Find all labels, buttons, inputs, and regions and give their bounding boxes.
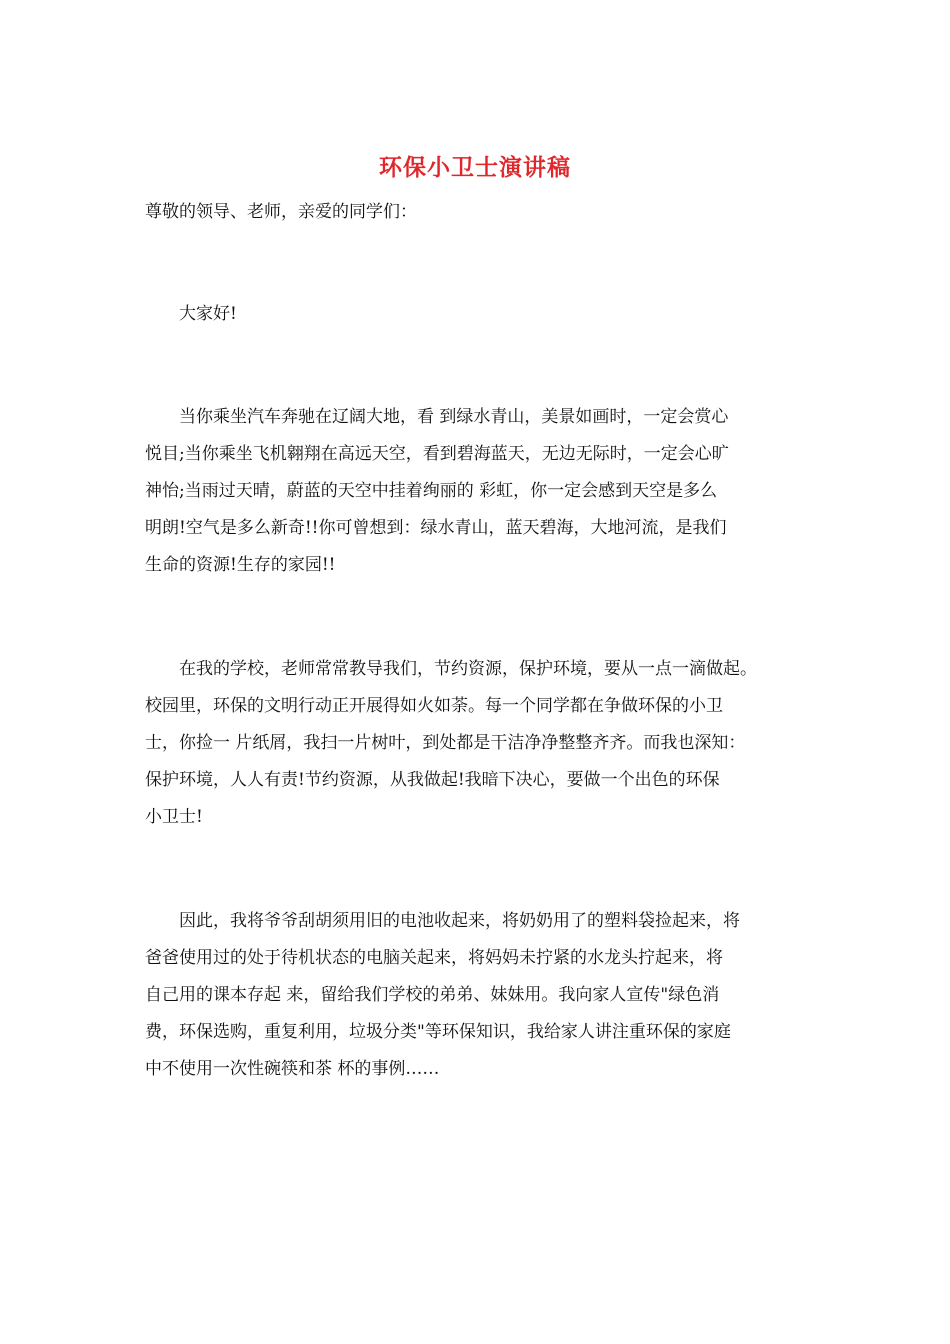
paragraph-3 [145, 903, 835, 1088]
paragraph-line: 爸爸使用过的处于待机状态的电脑关起来，将妈妈未拧紧的水龙头拧起来，将 [145, 948, 723, 968]
paragraph-line: 悦目;当你乘坐飞机翱翔在高远天空，看到碧海蓝天，无边无际时，一定会心旷 [145, 444, 729, 464]
paragraph-line: 明朗!空气是多么新奇!!你可曾想到：绿水青山，蓝天碧海，大地河流，是我们 [145, 518, 727, 538]
paragraph-line: 当你乘坐汽车奔驰在辽阔大地，看 到绿水青山，美景如画时，一定会赏心 [145, 407, 729, 427]
greeting-paragraph [145, 296, 835, 333]
paragraph-line: 因此，我将爷爷刮胡须用旧的电池收起来，将奶奶用了的塑料袋捡起来，将 [145, 911, 740, 931]
paragraph-line: 保护环境，人人有责!节约资源，从我做起!我暗下决心，要做一个出色的环保 [145, 770, 720, 790]
paragraph-line: 小卫士! [145, 807, 203, 827]
greeting-text: 大家好! [179, 304, 237, 324]
paragraph-1 [145, 399, 835, 584]
paragraph-line: 费，环保选购，重复利用，垃圾分类"等环保知识，我给家人讲注重环保的家庭 [145, 1022, 731, 1042]
paragraph-line: 自己用的课本存起 来，留给我们学校的弟弟、妹妹用。我向家人宣传"绿色消 [145, 985, 720, 1005]
paragraph-line: 士，你捡一 片纸屑，我扫一片树叶，到处都是干洁净净整整齐齐。而我也深知： [145, 733, 746, 753]
paragraph-2 [145, 651, 835, 836]
paragraph-line: 中不使用一次性碗筷和茶 杯的事例…… [145, 1059, 440, 1079]
document-title: 环保小卫士演讲稿 [379, 154, 571, 181]
paragraph-line: 在我的学校，老师常常教导我们，节约资源，保护环境，要从一点一滴做起。 [145, 659, 757, 679]
greeting-line [145, 296, 835, 333]
paragraph-line: 生命的资源!生存的家园!! [145, 555, 336, 575]
paragraph-line: 神怡;当雨过天晴，蔚蓝的天空中挂着绚丽的 彩虹，你一定会感到天空是多么 [145, 481, 718, 501]
salutation: 尊敬的领导、老师，亲爱的同学们： [145, 202, 417, 222]
paragraph-line: 校园里，环保的文明行动正开展得如火如荼。每一个同学都在争做环保的小卫 [145, 696, 723, 716]
